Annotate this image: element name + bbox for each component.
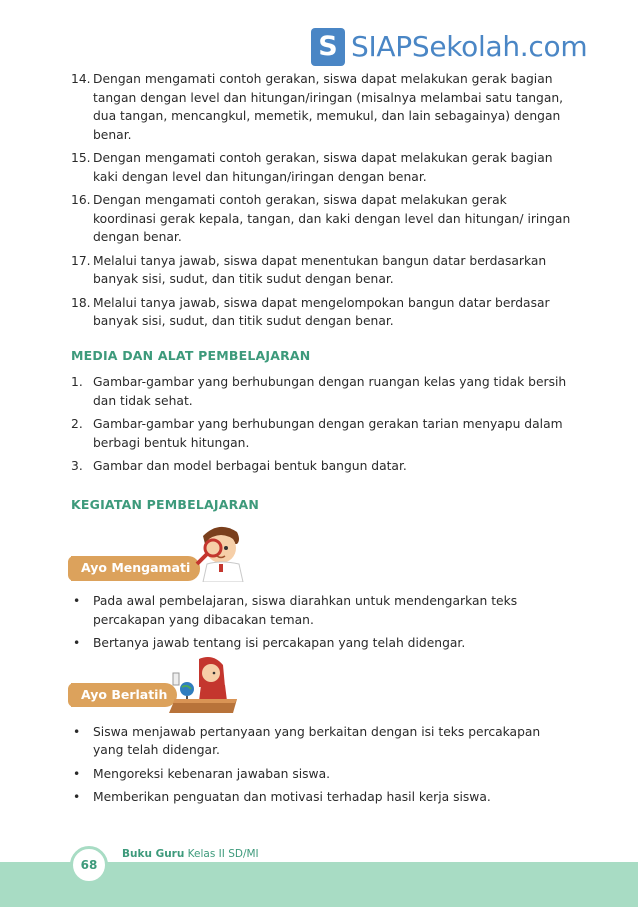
watermark-text: SIAPSekolah.com xyxy=(351,30,588,63)
ayo-berlatih-label: Ayo Berlatih xyxy=(71,683,177,708)
media-list xyxy=(71,373,571,476)
list-item: • Mengoreksi kebenaran jawaban siswa. xyxy=(73,766,331,781)
mengamati-bullets xyxy=(71,592,571,653)
ayo-mengamati-section xyxy=(71,522,571,586)
media-heading: MEDIA DAN ALAT PEMBELAJARAN xyxy=(71,347,311,363)
page-number: 68 xyxy=(70,846,108,884)
page-content xyxy=(71,70,571,812)
book-title: Buku Guru Kelas II SD/MI xyxy=(122,848,259,860)
list-item: 17. Melalui tanya jawab, siswa dapat menentukan bangun datar berdasarkan banyak sisi, sudut, dan titik sudut dengan benar. xyxy=(71,253,547,286)
list-item: 16. Dengan mengamati contoh gerakan, siswa dapat melakukan gerak koordinasi gerak kepala, tangan, dan kaki dengan level dan hitungan/ iringan dengan benar. xyxy=(71,193,571,244)
list-item: 15. Dengan mengamati contoh gerakan, siswa dapat melakukan gerak bagian kaki dengan level dan hitungan/iringan dengan benar. xyxy=(71,151,553,184)
girl-studying-icon xyxy=(169,653,239,715)
kegiatan-heading: KEGIATAN PEMBELAJARAN xyxy=(71,496,260,512)
list-item: 18. Melalui tanya jawab, siswa dapat mengelompokan bangun datar berdasar banyak sisi, sudut, dan titik sudut dengan benar. xyxy=(71,295,550,328)
list-item: 2. Gambar-gambar yang berhubungan dengan gerakan tarian menyapu dalam berbagi bentuk hitungan. xyxy=(71,417,563,450)
objectives-list xyxy=(71,70,571,331)
list-item: 3. Gambar dan model berbagai bentuk bangun datar. xyxy=(71,459,407,473)
boy-magnifier-icon xyxy=(191,520,251,582)
ayo-berlatih-section xyxy=(71,659,571,719)
list-item: • Memberikan penguatan dan motivasi terhadap hasil kerja siswa. xyxy=(73,790,491,804)
watermark xyxy=(311,28,587,66)
berlatih-bullets xyxy=(71,723,571,807)
list-item: 14. Dengan mengamati contoh gerakan, siswa dapat melakukan gerak bagian tangan dengan level dan hitungan/iringan (misalnya melambai satu tangan, dua tangan, mencangkul, memetik, memukul, dan lain sebagainya) dengan benar. xyxy=(71,72,564,142)
list-item: • Bertanya jawab tentang isi percakapan yang telah didengar. xyxy=(73,636,466,650)
list-item: • Pada awal pembelajaran, siswa diarahkan untuk mendengarkan teks percakapan yang dibacakan teman. xyxy=(73,594,518,627)
ayo-mengamati-label: Ayo Mengamati xyxy=(71,556,200,581)
watermark-logo-icon: S xyxy=(311,28,345,66)
list-item: 1. Gambar-gambar yang berhubungan dengan ruangan kelas yang tidak bersih dan tidak sehat. xyxy=(71,375,567,408)
list-item: • Siswa menjawab pertanyaan yang berkaitan dengan isi teks percakapan yang telah didengar. xyxy=(73,724,541,757)
